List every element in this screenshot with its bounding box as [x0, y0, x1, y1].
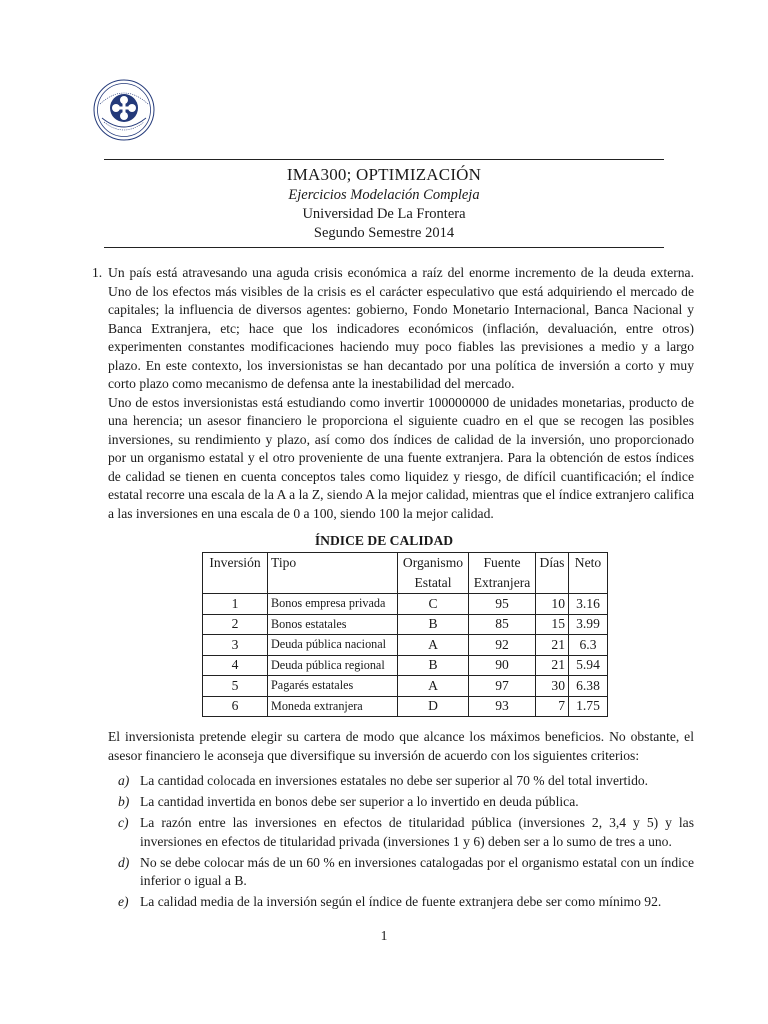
cell-organismo: D: [398, 696, 469, 717]
cell-tipo: Pagarés estatales: [268, 676, 398, 697]
cell-organismo: A: [398, 676, 469, 697]
cell-inversion: 2: [203, 614, 268, 635]
cell-dias: 7: [536, 696, 569, 717]
header-fuente-line2: Extranjera: [473, 575, 531, 590]
cell-inversion: 3: [203, 635, 268, 656]
header-inversion: Inversión: [203, 553, 268, 594]
criterion-label: d): [118, 854, 130, 870]
header-tipo: Tipo: [268, 553, 398, 594]
cell-dias: 21: [536, 635, 569, 656]
cell-dias: 30: [536, 676, 569, 697]
header-neto: Neto: [569, 553, 608, 594]
header-top-rule: [104, 159, 664, 160]
cell-tipo: Bonos empresa privada: [268, 594, 398, 615]
list-item: [118, 893, 694, 912]
table-row: [203, 696, 608, 717]
cell-tipo: Deuda pública nacional: [268, 635, 398, 656]
cell-tipo: Bonos estatales: [268, 614, 398, 635]
table-row: [203, 676, 608, 697]
cell-organismo: A: [398, 635, 469, 656]
cell-neto: 3.99: [569, 614, 608, 635]
semester-label: Segundo Semestre 2014: [313, 225, 455, 241]
problem-number: 1.: [92, 265, 103, 280]
list-item: [118, 772, 694, 791]
header-dias: Días: [536, 553, 569, 594]
problem-paragraph-investor: Uno de estos inversionistas está estudiando como invertir 100000000 de unidades monetarias, producto de una herencia; un asesor financiero le proporciona el siguiente cuadro en el que se recogen las posibles inversiones, su rendimiento y plazo, así como dos índices de calidad de la inversión, uno proporcionado por un organismo estatal y el otro proveniente de una fuente extranjera. Para la obtención de estos índices de calidad se tienen en cuenta conceptos tales como liquidez y riesgo, de difícil cuantificación; el índice estatal recorre una escala de la A a la Z, siendo A la mejor calidad, mientras que el índice extranjero califica a las inversiones en una escala de 0 a 100, siendo 100 la mejor calidad.: [108, 394, 694, 521]
criterion-text: No se debe colocar más de un 60 % en inversiones catalogadas por el organismo estatal con un índice inferior o igual a B.: [140, 854, 694, 888]
cell-neto: 6.3: [569, 635, 608, 656]
cell-fuente: 95: [469, 594, 536, 615]
table-row: [203, 655, 608, 676]
cell-organismo: C: [398, 594, 469, 615]
cell-dias: 10: [536, 594, 569, 615]
cell-tipo: Deuda pública regional: [268, 655, 398, 676]
cell-neto: 1.75: [569, 696, 608, 717]
criterion-text: La calidad media de la inversión según el índice de fuente extranjera debe ser como mínimo 92.: [140, 894, 662, 909]
criterion-text: La cantidad colocada en inversiones estatales no debe ser superior al 70 % del total invertido.: [140, 773, 649, 788]
university-name: Universidad De La Frontera: [302, 206, 466, 222]
cell-neto: 6.38: [569, 676, 608, 697]
list-item: [118, 854, 694, 891]
university-seal-logo: [92, 78, 156, 142]
cell-tipo: Moneda extranjera: [268, 696, 398, 717]
header-fuente: [469, 553, 536, 594]
header-bottom-rule: [104, 247, 664, 248]
cell-inversion: 5: [203, 676, 268, 697]
document-header: [104, 164, 664, 243]
cell-inversion: 1: [203, 594, 268, 615]
table-row: [203, 594, 608, 615]
cell-dias: 15: [536, 614, 569, 635]
cell-neto: 5.94: [569, 655, 608, 676]
cell-fuente: 85: [469, 614, 536, 635]
header-fuente-line1: Fuente: [483, 555, 521, 570]
list-item: [118, 793, 694, 812]
problem-paragraph-context: Un país está atravesando una aguda crisis económica a raíz del enorme incremento de la deuda externa. Uno de los efectos más visibles de la crisis es el carácter especulativo que está adquiriendo el mercado de capitales; la influencia de diversos agentes: gobierno, Fondo Monetario Internacional, Banca Nacional y Banca Extranjera, etc; hace que los indicadores económicos (inflación, devaluación, entre otros) experimenten constantes modificaciones haciendo muy poco fiables las previsiones a medio y a largo plazo. En este contexto, los inversionistas se han decantado por una política de inversión a corto y muy corto plazo como mecanismo de defensa ante la inestabilidad del mercado.: [108, 265, 694, 391]
cell-inversion: 4: [203, 655, 268, 676]
table-title: ÍNDICE DE CALIDAD: [314, 533, 454, 548]
cell-neto: 3.16: [569, 594, 608, 615]
quality-index-table: [202, 552, 608, 717]
cell-inversion: 6: [203, 696, 268, 717]
problem-statement: [92, 264, 694, 523]
criterion-label: a): [118, 773, 130, 788]
list-item: [118, 814, 694, 851]
criteria-list: [118, 772, 694, 914]
page-number: 1: [380, 928, 388, 943]
criterion-label: b): [118, 794, 130, 809]
cell-fuente: 92: [469, 635, 536, 656]
cell-organismo: B: [398, 655, 469, 676]
header-organismo-line2: Estatal: [414, 575, 452, 590]
exercise-subtitle: Ejercicios Modelación Compleja: [288, 187, 480, 203]
cell-fuente: 97: [469, 676, 536, 697]
cell-organismo: B: [398, 614, 469, 635]
course-title: IMA300; OPTIMIZACIÓN: [286, 165, 482, 184]
criterion-text: La razón entre las inversiones en efectos de titularidad pública (inversiones 2, 3,4 y 5) y las inversiones en efectos de titularidad privada (inversiones 1 y 6) deben ser a lo sumo de tres a uno.: [140, 815, 694, 849]
table-header-row: [203, 553, 608, 594]
table-row: [203, 635, 608, 656]
criteria-intro: [108, 728, 694, 765]
cell-dias: 21: [536, 655, 569, 676]
cell-fuente: 90: [469, 655, 536, 676]
table-row: [203, 614, 608, 635]
header-organismo: [398, 553, 469, 594]
criteria-intro-text: El inversionista pretende elegir su cartera de modo que alcance los máximos beneficios. No obstante, el asesor financiero le aconseja que diversifique su inversión de acuerdo con los siguientes criterios:: [108, 729, 694, 763]
header-organismo-line1: Organismo: [402, 555, 464, 570]
criterion-label: e): [118, 894, 129, 909]
criterion-label: c): [118, 815, 129, 830]
criterion-text: La cantidad invertida en bonos debe ser superior a lo invertido en deuda pública.: [140, 794, 579, 809]
cell-fuente: 93: [469, 696, 536, 717]
